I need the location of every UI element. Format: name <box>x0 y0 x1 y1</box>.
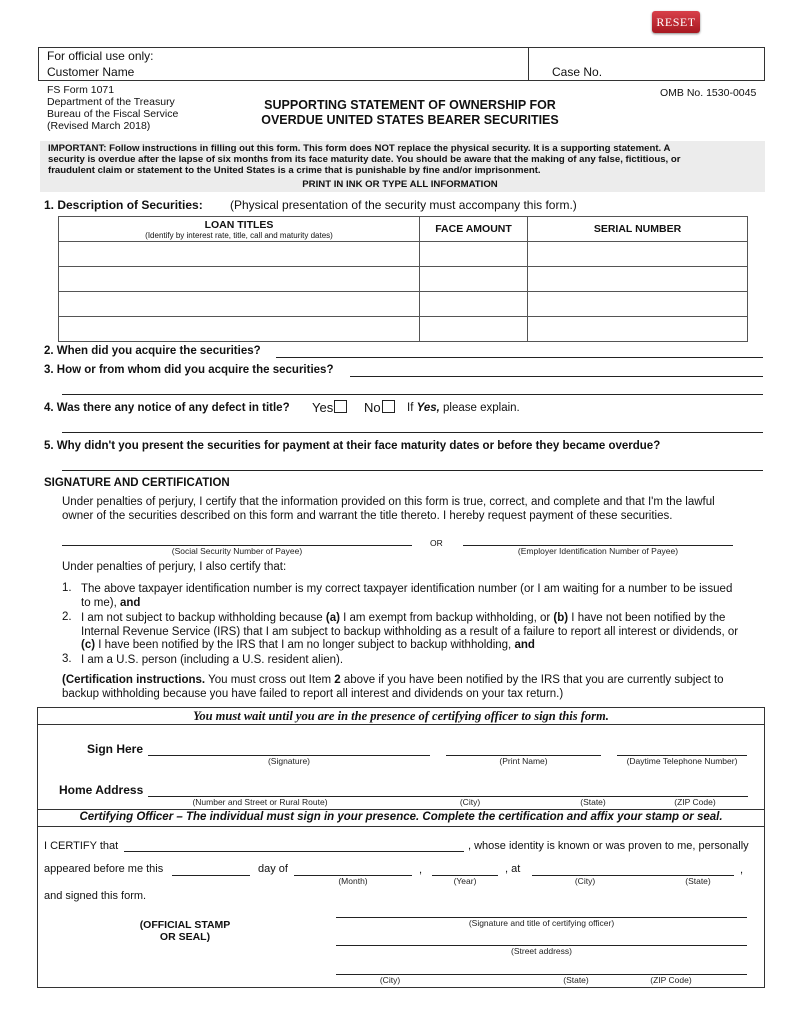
reset-button[interactable]: RESET <box>652 11 700 33</box>
certified-person-field[interactable] <box>124 851 464 852</box>
serial-number-cell[interactable] <box>528 242 748 267</box>
case-no-label: Case No. <box>552 65 603 79</box>
serial-number-cell[interactable] <box>528 317 748 342</box>
q4-yes-checkbox[interactable] <box>334 400 347 413</box>
table-row <box>59 292 748 317</box>
bureau: Bureau of the Fiscal Service <box>47 108 179 120</box>
year-caption: (Year) <box>453 876 477 886</box>
at-label: , at <box>505 863 521 875</box>
stamp-line1: (OFFICIAL STAMP <box>139 919 231 931</box>
print-name-caption: (Print Name) <box>499 756 548 766</box>
zip-caption: (ZIP Code) <box>674 797 716 807</box>
officer-state2-caption: (State) <box>563 975 589 985</box>
table-row <box>59 267 748 292</box>
cert-para-line2: owner of the securities described on this form and warrant the title thereto. I hereby request payment of these securities. <box>62 510 673 522</box>
item2-and: and <box>511 639 535 651</box>
instr-bold2: 2 <box>334 674 341 686</box>
identity-text: , whose identity is known or was proven to me, personally <box>468 840 749 852</box>
day-of-label: day of <box>258 863 288 875</box>
col-serial-number-label: SERIAL NUMBER <box>593 223 682 235</box>
state-caption: (State) <box>580 797 606 807</box>
item2-number: 2. <box>62 611 72 623</box>
face-amount-cell[interactable] <box>420 267 528 292</box>
col-loan-titles-sub: (Identify by interest rate, title, call and maturity dates) <box>145 230 333 240</box>
officer-banner-text: Certifying Officer – The individual must sign in your presence. Complete the certification and affix your stamp or seal. <box>79 811 723 823</box>
q4-if-pre: If <box>407 402 417 414</box>
q1-note: (Physical presentation of the security must accompany this form.) <box>230 198 577 212</box>
phone-caption: (Daytime Telephone Number) <box>626 756 738 766</box>
i-certify-label: I CERTIFY that <box>44 840 119 852</box>
cert-instructions-line2: backup withholding because you have failed to report all interest and dividends on your tax return.) <box>62 688 564 700</box>
important-line1: IMPORTANT: Follow instructions in filling out this form. This form does NOT replace the physical security. It is a supporting statement. A <box>48 143 671 154</box>
official-use-divider <box>528 47 529 80</box>
q3-answer-field-2[interactable] <box>62 394 763 395</box>
q4-yes-label: Yes <box>312 400 334 415</box>
ein-caption: (Employer Identification Number of Payee) <box>517 546 679 556</box>
day-field[interactable] <box>172 875 250 876</box>
col-loan-titles-label: LOAN TITLES <box>204 218 274 231</box>
important-line3: fraudulent claim or statement to the United States is a crime that is punishable by fine and/or imprisonment. <box>48 165 541 176</box>
official-use-label: For official use only: <box>47 49 154 63</box>
q5-answer-field[interactable] <box>62 470 763 471</box>
face-amount-cell[interactable] <box>420 292 528 317</box>
q4-if-post: please explain. <box>439 402 520 414</box>
q4-explain-field[interactable] <box>62 432 763 433</box>
officer-city2-caption: (City) <box>379 975 401 985</box>
serial-number-cell[interactable] <box>528 267 748 292</box>
item2-a: (a) <box>325 612 340 624</box>
form-title-line1: SUPPORTING STATEMENT OF OWNERSHIP FOR <box>264 98 556 112</box>
item2-l1b: I am exempt from backup withholding, or <box>339 612 554 624</box>
col-serial-number <box>528 217 748 242</box>
serial-number-cell[interactable] <box>528 292 748 317</box>
month-caption: (Month) <box>338 876 368 886</box>
also-certify: Under penalties of perjury, I also certify that: <box>62 561 287 573</box>
loan-title-cell[interactable] <box>59 292 420 317</box>
q1-label: 1. Description of Securities: <box>44 198 203 212</box>
loan-title-cell[interactable] <box>59 317 420 342</box>
item2-l3: I have been notified by the IRS that I am no longer subject to backup withholding, <box>95 639 512 651</box>
cert-para-line1: Under penalties of perjury, I certify that the information provided on this form is true, correct, and complete and that I'm the lawful <box>62 496 715 508</box>
q2-answer-field[interactable] <box>276 357 763 358</box>
item2-b: (b) <box>553 612 569 624</box>
item2-l1a: I am not subject to backup withholding because <box>81 612 326 624</box>
or-label: OR <box>430 538 443 548</box>
item2-line3 <box>81 638 535 652</box>
wait-banner-text: You must wait until you are in the presence of certifying officer to sign this form. <box>193 709 609 723</box>
item2-line1 <box>81 611 725 625</box>
securities-table <box>58 216 748 342</box>
col-face-amount-label: FACE AMOUNT <box>435 223 512 235</box>
comma-2: , <box>740 864 744 876</box>
item2-l1c: I have not been notified by the <box>568 612 726 624</box>
item2-c: (c) <box>81 639 96 651</box>
home-address-label: Home Address <box>59 783 144 797</box>
officer-state-caption: (State) <box>685 876 711 886</box>
form-number: FS Form 1071 <box>47 84 115 96</box>
ssn-caption: (Social Security Number of Payee) <box>171 546 303 556</box>
q4-no <box>364 400 395 415</box>
item3-text: I am a U.S. person (including a U.S. resident alien). <box>81 654 344 666</box>
department: Department of the Treasury <box>47 96 175 108</box>
signature-caption: (Signature) <box>267 756 311 766</box>
cert-heading: SIGNATURE AND CERTIFICATION <box>44 477 230 489</box>
q4-explain-note <box>407 402 520 414</box>
table-row <box>59 317 748 342</box>
important-line2: security is overdue after the lapse of six months from its face maturity date. You should be aware that the making of any false, fictitious, or <box>48 154 681 165</box>
q3-answer-field[interactable] <box>350 376 763 377</box>
stamp-line2: OR SEAL) <box>159 931 211 943</box>
loan-title-cell[interactable] <box>59 267 420 292</box>
instr-t1: You must cross out Item <box>205 674 335 686</box>
q4-label: 4. Was there any notice of any defect in title? <box>44 402 290 414</box>
q4-no-label: No <box>364 400 381 415</box>
item1-number: 1. <box>62 582 72 594</box>
q4-no-checkbox[interactable] <box>382 400 395 413</box>
comma-1: , <box>419 864 423 876</box>
item3-number: 3. <box>62 653 72 665</box>
face-amount-cell[interactable] <box>420 242 528 267</box>
street-caption: (Number and Street or Rural Route) <box>192 797 328 807</box>
instr-t2: above if you have been notified by the IRS that you are currently subject to <box>340 674 724 686</box>
col-face-amount <box>420 217 528 242</box>
signed-label: and signed this form. <box>44 890 147 902</box>
item1-line2 <box>81 596 140 610</box>
cert-instructions-line1 <box>62 673 724 687</box>
officer-zip2-caption: (ZIP Code) <box>650 975 692 985</box>
form-title-line2: OVERDUE UNITED STATES BEARER SECURITIES <box>261 113 559 127</box>
item1-and: and <box>116 597 141 609</box>
loan-title-cell[interactable] <box>59 242 420 267</box>
officer-street-caption: (Street address) <box>511 946 572 956</box>
appeared-label: appeared before me this <box>44 863 164 875</box>
item2-line2: Internal Revenue Service (IRS) that I am subject to backup withholding as a result of a failure to report all interest or dividends, or <box>81 626 739 638</box>
item1-line2-text: to me), <box>81 597 117 609</box>
omb-number: OMB No. 1530-0045 <box>660 87 757 99</box>
table-row <box>59 242 748 267</box>
officer-signature-caption: (Signature and title of certifying officer) <box>468 918 615 928</box>
officer-city-caption: (City) <box>574 876 596 886</box>
col-loan-titles <box>59 217 420 242</box>
q2-label: 2. When did you acquire the securities? <box>44 345 261 357</box>
officer-box <box>37 809 765 988</box>
customer-name-label: Customer Name <box>47 65 135 79</box>
item1-line1: The above taxpayer identification number is my correct taxpayer identification number (or I am waiting for a number to be issued <box>81 583 733 595</box>
q5-label: 5. Why didn't you present the securities for payment at their face maturity dates or before they became overdue? <box>44 440 661 452</box>
city-caption: (City) <box>459 797 481 807</box>
q4-if-yes: Yes, <box>416 402 440 414</box>
print-note: PRINT IN INK OR TYPE ALL INFORMATION <box>302 179 498 190</box>
face-amount-cell[interactable] <box>420 317 528 342</box>
q3-label: 3. How or from whom did you acquire the securities? <box>44 364 334 376</box>
revised-date: (Revised March 2018) <box>47 120 151 132</box>
instr-bold1: (Certification instructions. <box>62 674 206 686</box>
sign-here-label: Sign Here <box>87 742 144 756</box>
q4-yes <box>312 400 347 415</box>
